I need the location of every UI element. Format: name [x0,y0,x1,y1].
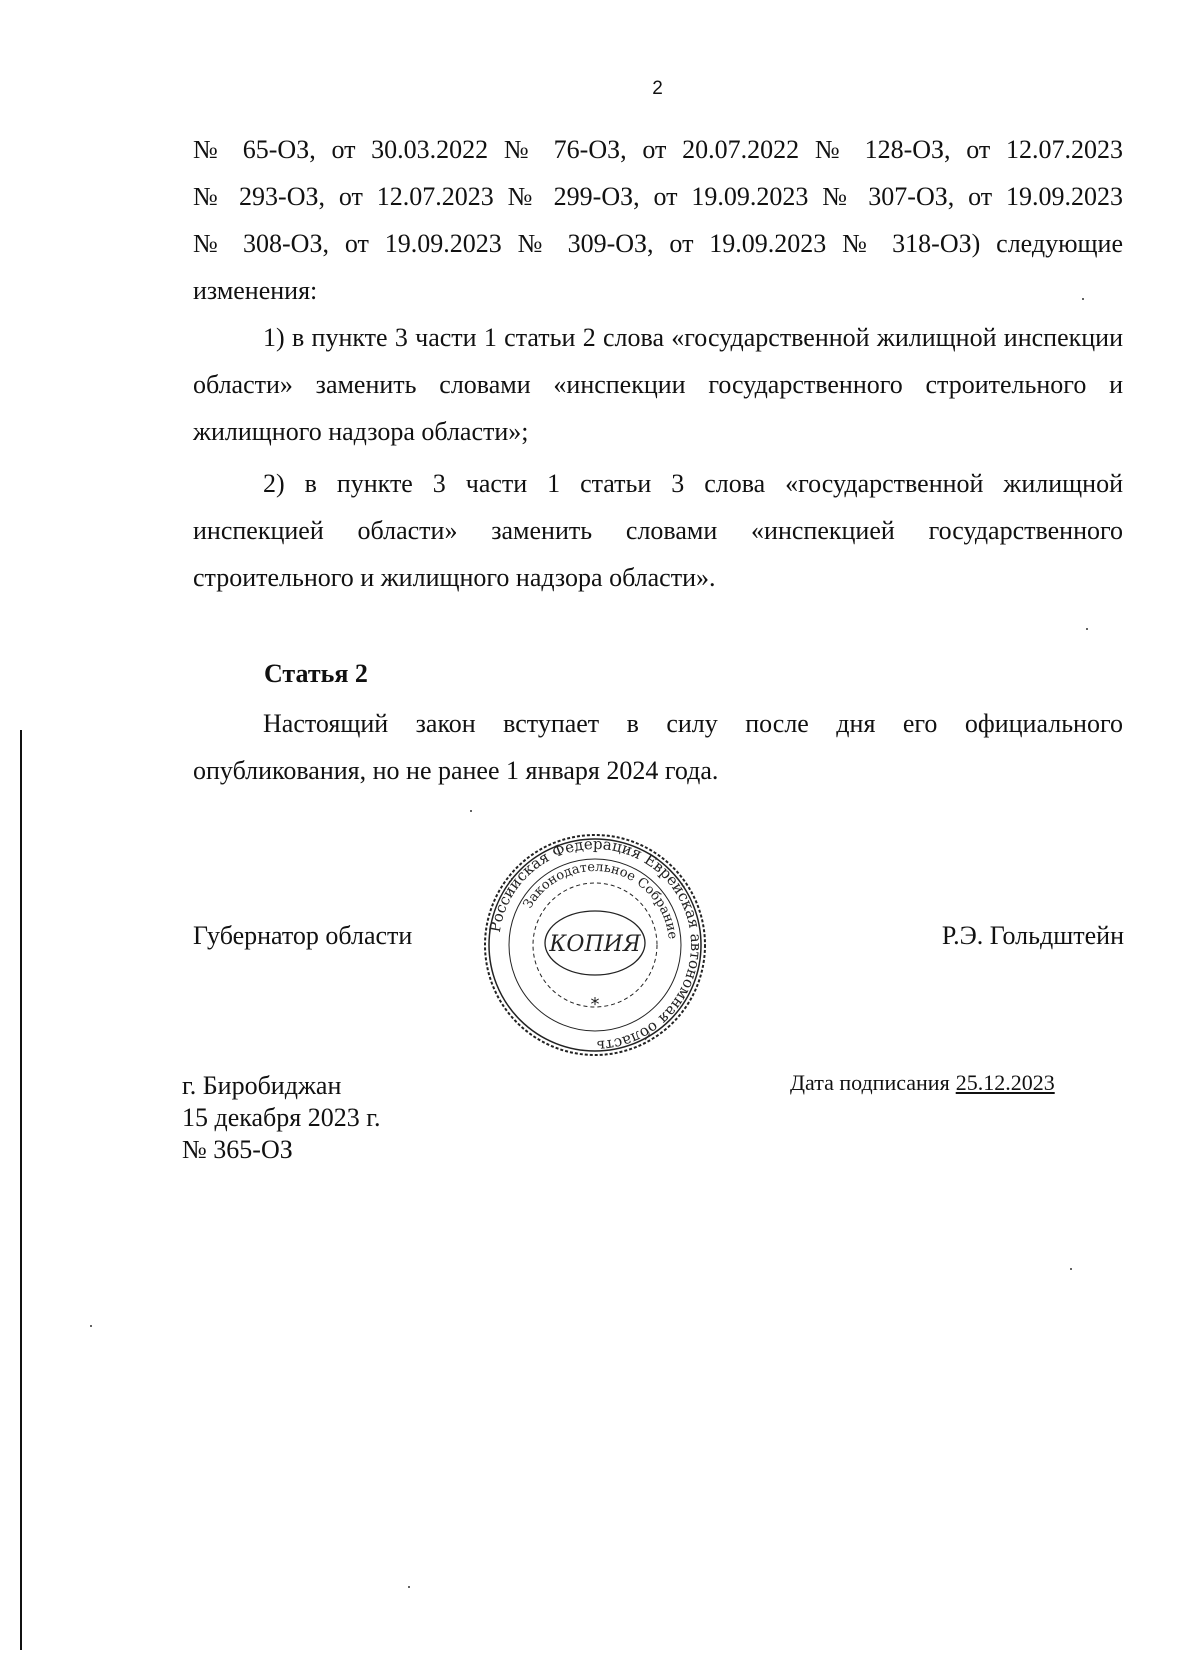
signing-date-label: Дата подписания [790,1070,950,1095]
paragraph-line: № 308-ОЗ, от 19.09.2023 № 309-ОЗ, от 19.09.2023 № 318-ОЗ) следующие [193,229,1123,258]
scan-speck [470,810,472,812]
svg-text:*: * [590,994,600,1015]
signing-date-block [790,1070,1055,1096]
scan-speck [90,1325,92,1327]
scan-speck [1070,1268,1072,1270]
svg-text:КОПИЯ: КОПИЯ [549,932,641,957]
signatory-title: Губернатор области [193,921,413,950]
amendment-item-2: 2) в пункте 3 части 1 статьи 3 слова «государственной жилищной инспекцией области» заменить словами «инспекцией государственного строительного и жилищного надзора области». [193,469,1123,592]
signing-date-value: 25.12.2023 [955,1070,1055,1095]
scan-speck [1086,628,1088,630]
city: г. Биробиджан [182,1071,342,1100]
paragraph-line: изменения: [193,276,318,305]
scan-speck [408,1586,410,1588]
paragraph-line: № 65-ОЗ, от 30.03.2022 № 76-ОЗ, от 20.07.2022 № 128-ОЗ, от 12.07.2023 [193,135,1123,164]
law-date: 15 декабря 2023 г. [182,1103,381,1132]
scan-margin-line [20,730,22,1650]
svg-text:Законодательное Собрание: Законодательное Собрание [520,859,680,941]
official-seal [480,830,710,1060]
law-number: № 365-ОЗ [182,1135,293,1164]
place-date-number-block [182,1070,380,1166]
article-2-text: Настоящий закон вступает в силу после дня его официального опубликования, но не ранее 1 января 2024 года. [193,709,1123,785]
scan-speck [1082,298,1084,300]
page-number: 2 [652,78,663,99]
paragraph-line: № 293-ОЗ, от 12.07.2023 № 299-ОЗ, от 19.09.2023 № 307-ОЗ, от 19.09.2023 [193,182,1123,211]
signatory-name: Р.Э. Гольдштейн [941,921,1124,950]
svg-text:Российская Федерация Еврейская: Российская Федерация Еврейская автономная область [485,834,706,1056]
article-2-heading: Статья 2 [264,659,368,688]
amendment-list-paragraph [193,126,1123,314]
amendment-item-1: 1) в пункте 3 части 1 статьи 2 слова «государственной жилищной инспекции области» заменить словами «инспекции государственного строительного и жилищного надзора области»; [193,323,1123,446]
